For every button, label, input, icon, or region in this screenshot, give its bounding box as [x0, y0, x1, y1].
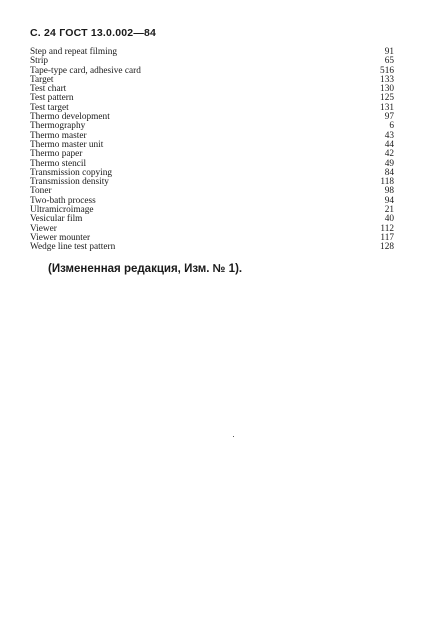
- index-page-number: 516: [380, 65, 394, 76]
- index-term: Thermo paper: [30, 149, 83, 160]
- index-row: [30, 76, 394, 85]
- index-page-number: 91: [384, 47, 394, 57]
- index-term: Two-bath process: [30, 195, 96, 206]
- index-term: Strip: [30, 56, 49, 67]
- index-page-number: 84: [384, 167, 394, 178]
- index-term: Vesicular film: [30, 214, 83, 225]
- term-index-list: [30, 48, 394, 253]
- index-page-number: 97: [384, 112, 394, 123]
- index-page-number: 6: [389, 121, 394, 132]
- index-row: [30, 215, 394, 224]
- index-page-number: 125: [380, 93, 394, 104]
- index-page-number: 42: [384, 149, 394, 160]
- index-row: [30, 243, 394, 252]
- index-page-number: 117: [380, 232, 394, 243]
- index-term: Thermo master: [30, 130, 87, 141]
- index-row: [30, 141, 394, 150]
- index-term: Test pattern: [30, 93, 74, 104]
- index-term: Step and repeat filming: [30, 47, 118, 57]
- index-row: [30, 178, 394, 187]
- index-page-number: 98: [384, 186, 394, 197]
- index-term: Thermography: [30, 121, 86, 132]
- index-term: Viewer mounter: [30, 232, 91, 243]
- index-page-number: 133: [380, 74, 394, 85]
- index-term: Target: [30, 74, 54, 85]
- index-term: Transmission density: [30, 177, 109, 188]
- index-term: Wedge line test pattern: [30, 242, 116, 253]
- index-term: Thermo stencil: [30, 158, 87, 169]
- index-term: Test chart: [30, 84, 67, 95]
- index-page-number: 118: [380, 177, 394, 188]
- index-term: Thermo master unit: [30, 139, 104, 150]
- index-page-number: 65: [384, 56, 394, 67]
- index-page-number: 128: [380, 242, 394, 253]
- index-term: Toner: [30, 186, 52, 197]
- index-term: Tape-type card, adhesive card: [30, 65, 141, 76]
- index-page-number: 112: [380, 223, 394, 234]
- index-page-number: 43: [384, 130, 394, 141]
- index-row: [30, 48, 394, 57]
- index-page-number: 94: [384, 195, 394, 206]
- index-term: Ultramicroimage: [30, 205, 94, 216]
- index-page-number: 130: [380, 84, 394, 95]
- index-page-number: 44: [384, 139, 394, 150]
- index-term: Transmission copying: [30, 167, 113, 178]
- index-page-number: 21: [384, 205, 394, 216]
- index-term: Thermo development: [30, 112, 110, 123]
- index-page-number: 49: [384, 158, 394, 169]
- index-row: [30, 206, 394, 215]
- scan-speck: [233, 436, 234, 437]
- index-row: [30, 85, 394, 94]
- index-term: Viewer: [30, 223, 57, 234]
- index-term: Test target: [30, 102, 69, 113]
- index-page-number: 131: [380, 102, 394, 113]
- index-page-number: 40: [384, 214, 394, 225]
- page-header: С. 24 ГОСТ 13.0.002—84: [30, 27, 157, 39]
- amendment-note: (Измененная редакция, Изм. № 1).: [48, 263, 243, 275]
- index-row: [30, 94, 394, 103]
- index-row: [30, 67, 394, 76]
